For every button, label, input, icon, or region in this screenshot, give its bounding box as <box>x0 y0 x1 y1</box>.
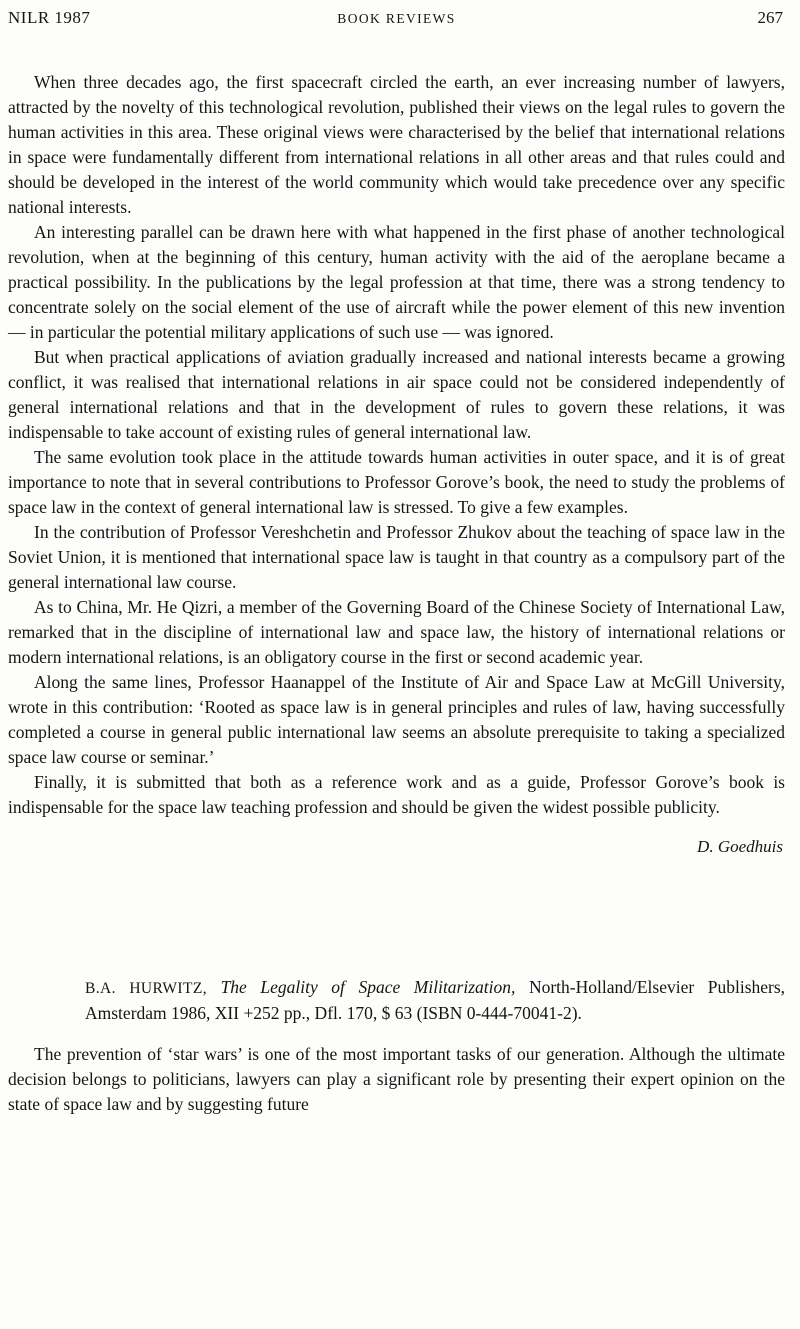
review-paragraph: An interesting parallel can be drawn here with what happened in the first phase of another technological revolution, when at the beginning of this century, human activity with the aid of the aeroplane became a practical possibility. In the publications by the legal profession at that time, there was a strong tendency to concentrate solely on the social element of the use of aircraft while the power element of this new invention — in particular the potential military applications of such use — was ignored. <box>8 222 785 342</box>
citation-author: B.A. HURWITZ, <box>85 980 208 997</box>
citation-publication-details: North-Holland/Elsevier Publishers, Amsterdam 1986, XII +252 pp., Dfl. 170, $ 63 (ISBN 0-444-70041-2). <box>85 977 786 1023</box>
book-review-hurwitz <box>8 975 785 1117</box>
book-review-goedhuis <box>8 70 785 859</box>
review-paragraph: Along the same lines, Professor Haanappel of the Institute of Air and Space Law at McGill University, wrote in this contribution: ‘Rooted as space law is in general principles and rules of law, having successfully completed a course in general public international law seems an absolute prerequisite to taking a specialized space law course or seminar.’ <box>8 672 785 767</box>
running-head <box>8 8 785 32</box>
review-paragraph: Finally, it is submitted that both as a reference work and as a guide, Professor Gorove’s book is indispensable for the space law teaching profession and should be given the widest possible publicity. <box>8 772 785 817</box>
review-paragraph: As to China, Mr. He Qizri, a member of the Governing Board of the Chinese Society of International Law, remarked that in the discipline of international law and space law, the history of international relations or modern international relations, is an obligatory course in the first or second academic year. <box>8 597 785 667</box>
review-paragraph: The same evolution took place in the attitude towards human activities in outer space, and it is of great importance to note that in several contributions to Professor Gorove’s book, the need to study the problems of space law in the context of general international law is stressed. To give a few examples. <box>8 447 785 517</box>
section-title: BOOK REVIEWS <box>337 11 456 26</box>
page-number: 267 <box>757 8 783 27</box>
citation-book-title: The Legality of Space Militarization, <box>220 977 516 997</box>
journal-issue-label: NILR 1987 <box>8 8 91 27</box>
review-paragraph: But when practical applications of aviation gradually increased and national interests became a growing conflict, it was realised that international relations in air space could not be considered independently of general international relations and that in the development of rules to govern these relations, it was indispensable to take account of existing rules of general international law. <box>8 347 785 442</box>
review-paragraph: The prevention of ‘star wars’ is one of the most important tasks of our generation. Although the ultimate decision belongs to politicians, lawyers can play a significant role by presenting their expert opinion on the state of space law and by suggesting future <box>8 1044 785 1114</box>
review-paragraph: In the contribution of Professor Vereshchetin and Professor Zhukov about the teaching of space law in the Soviet Union, it is mentioned that international space law is taught in that country as a compulsory part of the general international law course. <box>8 522 785 592</box>
review-paragraph: When three decades ago, the first spacecraft circled the earth, an ever increasing number of lawyers, attracted by the novelty of this technological revolution, published their views on the legal rules to govern the human activities in this area. These original views were characterised by the belief that international relations in space were fundamentally different from international relations in all other areas and that rules could and should be developed in the interest of the world community which would take precedence over any specific national interests. <box>8 72 785 217</box>
reviewer-signature: D. Goedhuis <box>697 837 783 856</box>
book-citation <box>85 975 785 1026</box>
